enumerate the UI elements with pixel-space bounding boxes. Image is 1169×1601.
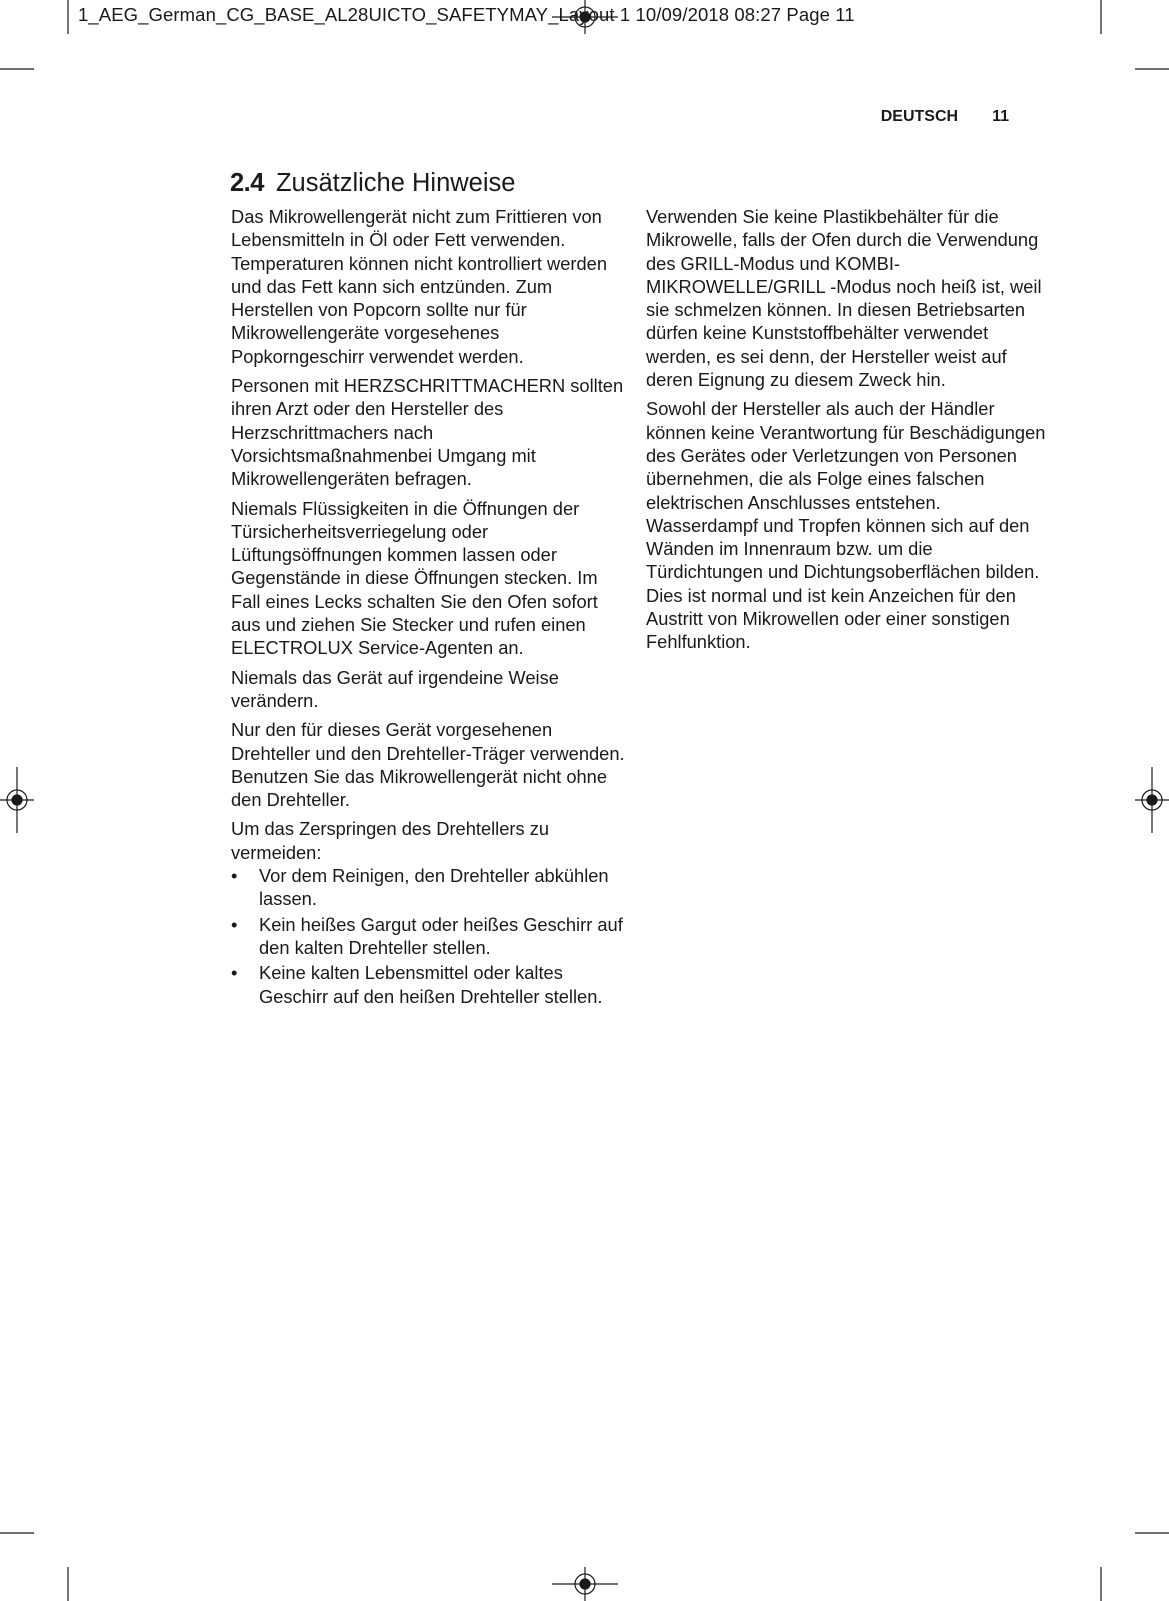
- registration-mark-icon: [0, 767, 34, 833]
- paragraph: Niemals das Gerät auf irgendeine Weise verändern.: [231, 666, 559, 711]
- running-head: [881, 108, 1009, 126]
- paragraph: Personen mit HERZSCHRITTMACHERN sollten ihren Arzt oder den Hersteller des Herzschrittmachers nach Vorsichtsmaßnahmenbei Umgang mit Mikrowellengeräten befragen.: [231, 375, 624, 490]
- list-item: [231, 913, 629, 960]
- list-item: [231, 961, 629, 1008]
- section-number: 2.4: [230, 169, 264, 198]
- paragraph: Sowohl der Hersteller als auch der Händler können keine Verantwortung für Beschädigungen des Gerätes oder Verletzungen von Personen übernehmen, die als Folge eines falschen elektrischen Anschlusses entstehen. Wasserdampf und Tropfen können sich auf den Wänden im Innenraum bzw. um die Türdichtungen und Dichtungsoberflächen bilden. Dies ist normal und ist kein Anzeichen für den Austritt von Mikrowellen oder einer sonstigen Fehlfunktion.: [646, 398, 1046, 653]
- registration-mark-icon: [552, 1567, 618, 1601]
- page-number: 11: [992, 108, 1009, 125]
- list-item-text: Kein heißes Gargut oder heißes Geschirr auf den kalten Drehteller stellen.: [259, 913, 623, 958]
- paragraph: Das Mikrowellengerät nicht zum Frittieren von Lebensmitteln in Öl oder Fett verwenden. Temperaturen können nicht kontrolliert werden und das Fett kann sich entzünden. Zum Herstellen von Popcorn sollte nur für Mikrowellengeräte vorgesehenes Popkorngeschirr verwendet werden.: [231, 206, 607, 367]
- bullet-icon: •: [231, 865, 238, 887]
- list-item: [231, 864, 629, 911]
- bullet-icon: •: [231, 913, 238, 935]
- left-column: [231, 205, 629, 1010]
- running-head-language: DEUTSCH: [880, 108, 959, 125]
- paragraph: Verwenden Sie keine Plastikbehälter für die Mikrowelle, falls der Ofen durch die Verwendung des GRILL-Modus und KOMBI-MIKROWELLE/GRILL -Modus noch heiß ist, weil sie schmelzen können. In diesen Betriebsarten dürfen keine Kunststoffbehälter verwendet werden, es sei denn, der Hersteller weist auf deren Eignung zu diesem Zweck hin.: [646, 206, 1042, 391]
- list-item-text: Vor dem Reinigen, den Drehteller abkühlen lassen.: [259, 865, 609, 910]
- list-item-text: Keine kalten Lebensmittel oder kaltes Geschirr auf den heißen Drehteller stellen.: [259, 962, 603, 1007]
- section-title: Zusätzliche Hinweise: [275, 169, 516, 198]
- paragraph: Nur den für dieses Gerät vorgesehenen Drehteller und den Drehteller-Träger verwenden. Benutzen Sie das Mikrowellengerät nicht ohne den Drehteller.: [231, 719, 625, 811]
- section-heading: [230, 169, 515, 198]
- slug-layout-info: _Layout 1 10/09/2018 08:27 Page 11: [548, 4, 855, 25]
- slug-filename: 1_AEG_German_CG_BASE_AL28UICTO_SAFETYMAY: [78, 4, 549, 25]
- paragraph: Niemals Flüssigkeiten in die Öffnungen der Türsicherheitsverriegelung oder Lüftungsöffnungen kommen lassen oder Gegenstände in diese Öffnungen stecken. Im Fall eines Lecks schalten Sie den Ofen sofort aus und ziehen Sie Stecker und rufen einen ELECTROLUX Service-Agenten an.: [231, 497, 598, 659]
- registration-mark-icon: [1135, 767, 1169, 833]
- paragraph: Um das Zerspringen des Drehtellers zu vermeiden:: [231, 818, 550, 863]
- bullet-list: [231, 864, 629, 1008]
- print-slug: [78, 4, 855, 26]
- bullet-icon: •: [231, 962, 238, 984]
- right-column: [646, 205, 1046, 660]
